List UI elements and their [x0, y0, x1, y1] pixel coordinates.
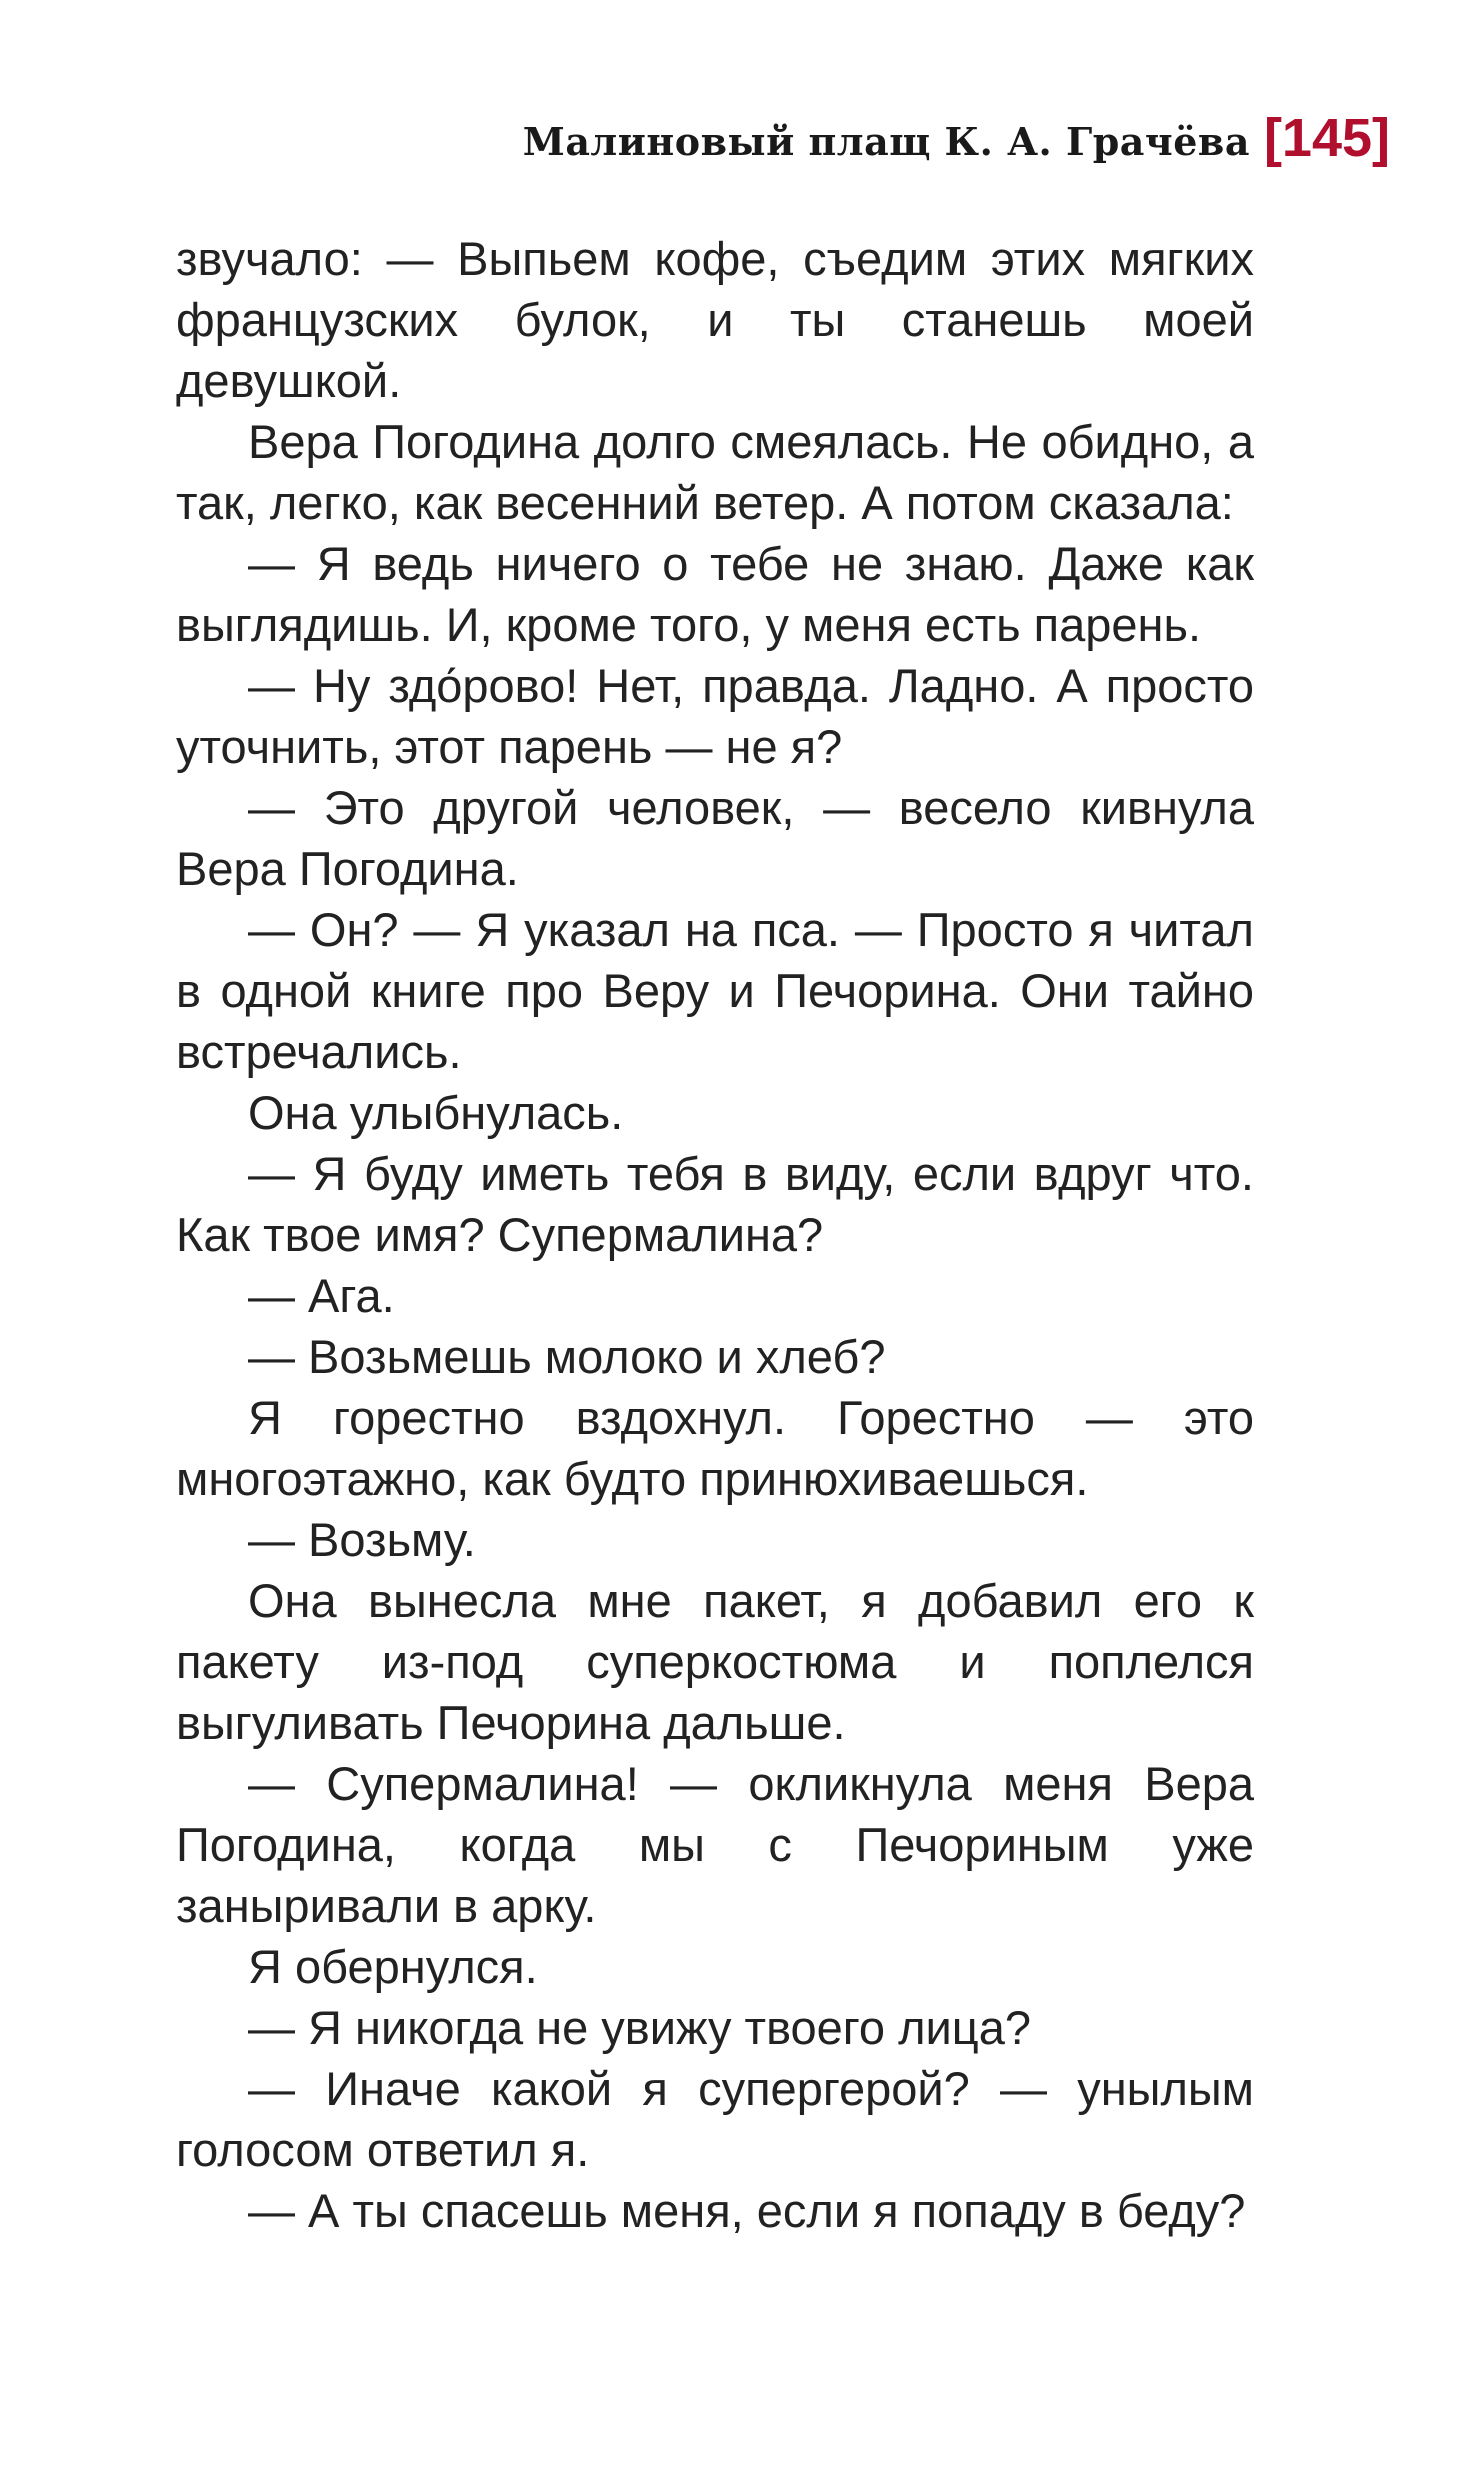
paragraph: — Ну здо́рово! Нет, правда. Ладно. А просто уточнить, этот парень — не я?	[176, 659, 1254, 773]
paragraph: Она улыбнулась.	[248, 1086, 624, 1139]
paragraph: — Иначе какой я супергерой? — унылым голосом ответил я.	[176, 2062, 1254, 2176]
running-header	[523, 110, 1390, 172]
paragraph: — Я буду иметь тебя в виду, если вдруг что. Как твое имя? Супермалина?	[176, 1147, 1254, 1261]
paragraph: — Я ведь ничего о тебе не знаю. Даже как выглядишь. И, кроме того, у меня есть парень.	[176, 537, 1254, 651]
paragraph: Я горестно вздохнул. Горестно — это многоэтажно, как будто принюхиваешься.	[176, 1391, 1254, 1505]
paragraph: — Он? — Я указал на пса. — Просто я читал в одной книге про Веру и Печорина. Они тайно встречались.	[176, 903, 1254, 1078]
paragraph: — А ты спасешь меня, если я попаду в беду?	[248, 2184, 1246, 2237]
paragraph: звучало: — Выпьем кофе, съедим этих мягких французских булок, и ты станешь моей девушкой.	[176, 232, 1254, 407]
body-text	[176, 228, 1254, 2241]
paragraph: — Возьму.	[248, 1513, 476, 1566]
paragraph: — Ага.	[248, 1269, 395, 1322]
paragraph: — Это другой человек, — весело кивнула Вера Погодина.	[176, 781, 1254, 895]
paragraph: — Возьмешь молоко и хлеб?	[248, 1330, 886, 1383]
paragraph: Я обернулся.	[248, 1940, 538, 1993]
page-number: [145]	[1263, 108, 1390, 168]
running-title: Малиновый плащ К. А. Грачёва	[522, 118, 1250, 164]
paragraph: — Супермалина! — окликнула меня Вера Погодина, когда мы с Печориным уже заныривали в арку.	[176, 1757, 1254, 1932]
paragraph: — Я никогда не увижу твоего лица?	[248, 2001, 1031, 2054]
paragraph: Вера Погодина долго смеялась. Не обидно, а так, легко, как весенний ветер. А потом сказала:	[176, 415, 1254, 529]
paragraph: Она вынесла мне пакет, я добавил его к пакету из-под суперкостюма и поплелся выгуливать Печорина дальше.	[176, 1574, 1254, 1749]
